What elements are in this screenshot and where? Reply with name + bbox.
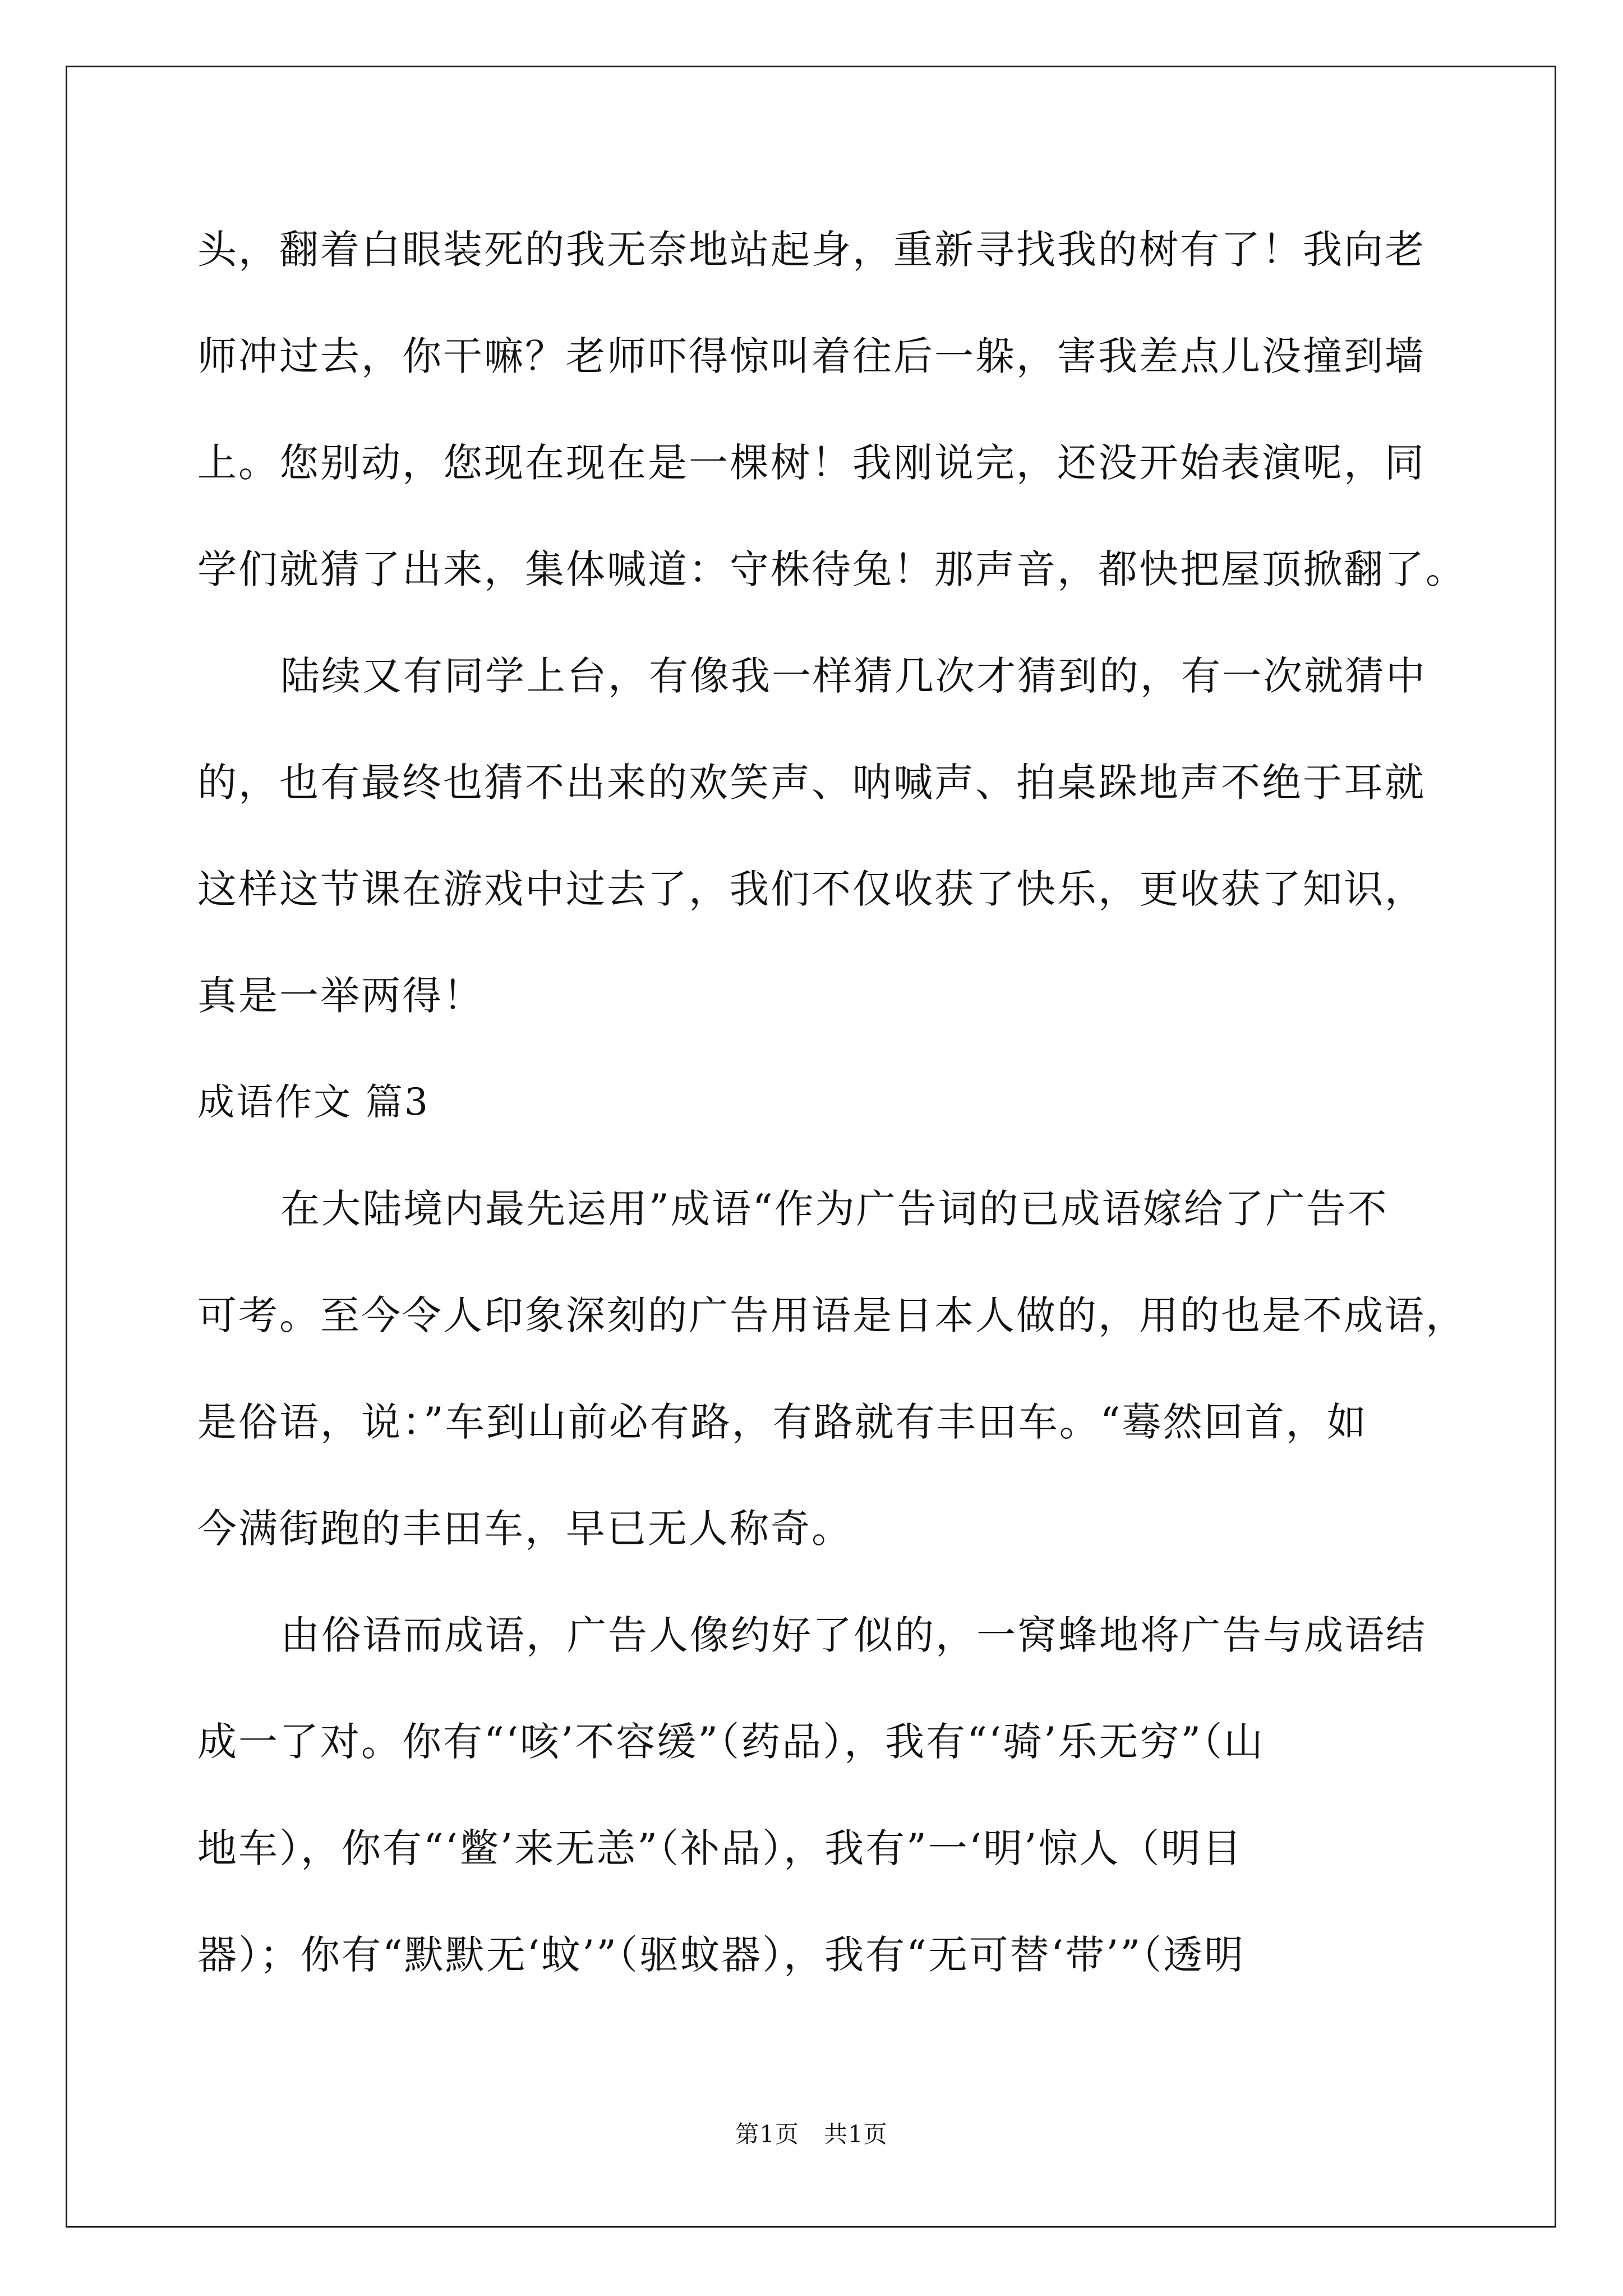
paragraph-first-line: 由俗语而成语，广告人像约好了似的，一窝蜂地将广告与成语结 [280, 1612, 1427, 1658]
text-line: 成一了对。你有“‘咳’不容缓”（药品），我有“‘骑’乐无穷”（山 [197, 1719, 1265, 1765]
page-number: 第1页 [735, 2120, 799, 2148]
text-line: 器）；你有“默默无‘蚊’”（驱蚊器），我有“无可替‘带’”（透明 [197, 1932, 1246, 1978]
text-line: 头，翻着白眼装死的我无奈地站起身，重新寻找我的树有了！我向老 [197, 227, 1426, 273]
text-line: 可考。至今令人印象深刻的广告用语是日本人做的，用的也是不成语， [197, 1292, 1467, 1338]
text-line: 上。您别动，您现在现在是一棵树！我刚说完，还没开始表演呢，同 [197, 440, 1426, 486]
text-line: 这样这节课在游戏中过去了，我们不仅收获了快乐，更收获了知识， [197, 866, 1426, 912]
paragraph-first-line: 陆续又有同学上台，有像我一样猜几次才猜到的，有一次就猜中 [280, 653, 1427, 699]
page-total: 共1页 [824, 2120, 888, 2148]
text-line: 真是一举两得！ [197, 973, 484, 1019]
text-line: 的，也有最终也猜不出来的欢笑声、呐喊声、拍桌跺地声不绝于耳就 [197, 760, 1426, 806]
text-line: 是俗语，说：”车到山前必有路，有路就有丰田车。“蓦然回首，如 [197, 1399, 1368, 1445]
text-line: 学们就猜了出来，集体喊道：守株待兔！那声音，都快把屋顶掀翻了。 [197, 546, 1467, 592]
document-body [197, 219, 1465, 2031]
section-heading: 成语作文 篇3 [197, 1080, 430, 1124]
page-footer [0, 2116, 1623, 2150]
text-line: 今满街跑的丰田车，早已无人称奇。 [197, 1506, 852, 1552]
text-line: 地车），你有“‘鳖’来无恙”（补品），我有”一‘明’惊人（明目 [197, 1825, 1243, 1871]
paragraph-first-line: 在大陆境内最先运用”成语“作为广告词的已成语嫁给了广告不 [280, 1186, 1389, 1232]
text-line: 师冲过去，你干嘛？老师吓得惊叫着往后一躲，害我差点儿没撞到墙 [197, 333, 1426, 379]
